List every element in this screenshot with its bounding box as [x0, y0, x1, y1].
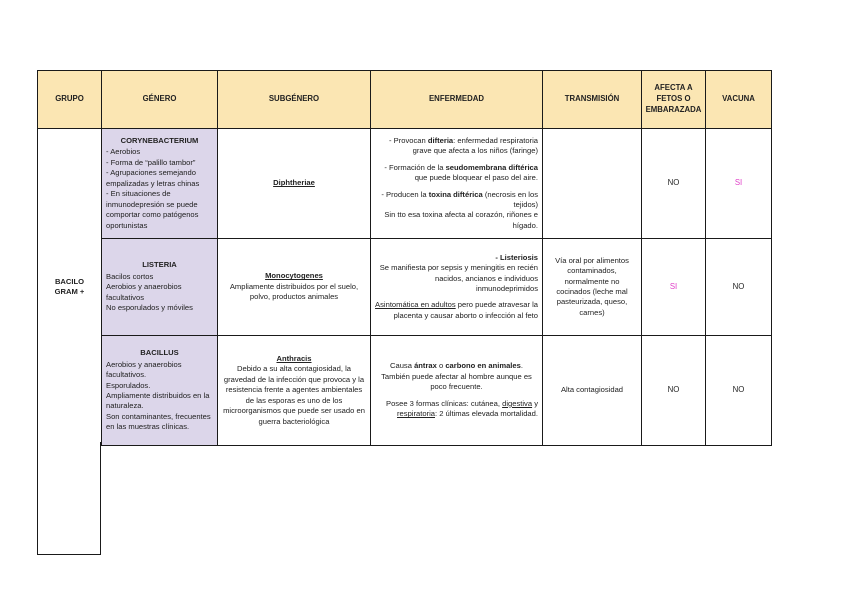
vacuna-cell: NO	[706, 336, 772, 446]
group-column-extension	[37, 442, 101, 555]
vacuna-cell: NO	[706, 239, 772, 336]
subgenero-title: Monocytogenes	[265, 271, 323, 281]
genero-line: Aerobios y anaerobios facultativos	[106, 282, 182, 302]
enfermedad-cell	[371, 336, 543, 446]
enf-paragraph	[375, 163, 538, 184]
header-grupo: GRUPO	[38, 71, 102, 129]
transmision-cell: Vía oral por alimentos contaminados, normalmente no cocinados (leche mal pasteurizada, queso, carnes)	[543, 239, 642, 336]
genero-line: Son contaminantes, frecuentes en las muestras clínicas.	[106, 411, 211, 432]
header-subgenero: SUBGÉNERO	[218, 71, 371, 129]
genero-line: Aerobios y anaerobios facultativos.	[106, 359, 182, 380]
header-transmision: TRANSMISIÓN	[543, 71, 642, 129]
enf-paragraph	[375, 136, 538, 157]
enf-paragraph: Sin tto esa toxina afecta al corazón, riñones e hígado.	[384, 210, 538, 230]
enf-text: - Provocan	[388, 135, 428, 145]
enf-bold: carbono en animales	[445, 361, 521, 371]
enf-bold: ántrax	[414, 361, 437, 371]
table-row	[38, 239, 772, 336]
group-cell	[38, 129, 102, 446]
group-label-line1: BACILO	[54, 276, 85, 286]
enf-text: y	[532, 398, 538, 408]
transmision-cell: Alta contagiosidad	[543, 336, 642, 446]
subgenero-cell	[218, 239, 371, 336]
enf-paragraph: Se manifiesta por sepsis y meningitis en recién nacidos, ancianos e individuos inmunodeprimidos	[379, 263, 538, 293]
genero-line: - Aerobios	[106, 147, 141, 157]
subgenero-title: Diphtheriae	[273, 178, 315, 188]
enf-text: pero puede atravesar la placenta y causar aborto o infección al feto	[393, 300, 538, 320]
enf-bold: difteria	[427, 135, 454, 145]
enf-bold: toxina diftérica	[428, 189, 483, 199]
genero-cell	[102, 129, 218, 239]
vacuna-cell: SI	[706, 129, 772, 239]
header-afecta: AFECTA A FETOS O EMBARAZADA	[642, 71, 706, 129]
enf-title: - Listeriosis	[495, 252, 538, 262]
enf-text: o	[436, 361, 446, 371]
transmision-cell	[543, 129, 642, 239]
header-enfermedad: ENFERMEDAD	[371, 71, 543, 129]
enf-underline: digestiva	[502, 398, 533, 408]
genero-cell	[102, 336, 218, 446]
enf-text: Causa	[390, 361, 415, 371]
subgenero-desc: Ampliamente distribuidos por el suelo, polvo, productos animales	[229, 281, 359, 302]
subgenero-title: Anthracis	[276, 354, 312, 363]
genero-title: BACILLUS	[140, 348, 179, 358]
genero-line: - Agrupaciones semejando empalizadas y letras chinas	[106, 168, 200, 188]
enf-text: : enfermedad respiratoria grave que afecta a los niños (faringe)	[412, 135, 538, 156]
table-row	[38, 129, 772, 239]
enf-text: - Formación de la	[384, 162, 446, 172]
header-genero: GÉNERO	[102, 71, 218, 129]
genero-line: - En situaciones de inmunodepresión se puede comportar como patógenos oportunistas	[106, 189, 199, 230]
enf-text: . También puede afectar al hombre aunque es poco frecuente.	[381, 361, 532, 392]
afecta-cell: NO	[642, 336, 706, 446]
genero-line: Esporulados.	[106, 380, 151, 390]
group-label-line2: GRAM +	[54, 287, 85, 297]
subgenero-cell	[218, 336, 371, 446]
afecta-cell: NO	[642, 129, 706, 239]
enf-bold: seudomembrana diftérica	[445, 162, 538, 172]
genero-line: Ampliamente distribuidos en la naturaleza.	[106, 391, 210, 411]
enf-text: que puede bloquear el paso del aire.	[414, 173, 538, 183]
enfermedad-cell	[371, 239, 543, 336]
enf-paragraph	[375, 361, 538, 392]
genero-title: CORYNEBACTERIUM	[120, 135, 199, 145]
enfermedad-cell	[371, 129, 543, 239]
enf-underline: Asintomática en adultos	[375, 300, 456, 310]
enf-text: Posee 3 formas clínicas: cutánea,	[386, 398, 503, 408]
header-vacuna: VACUNA	[706, 71, 772, 129]
enf-paragraph	[375, 300, 538, 321]
bacteria-table	[37, 70, 772, 446]
genero-cell	[102, 239, 218, 336]
afecta-cell: SI	[642, 239, 706, 336]
header-row	[38, 71, 772, 129]
genero-title: LISTERIA	[142, 260, 177, 270]
enf-text: : 2 últimas elevada mortalidad.	[435, 409, 538, 419]
enf-text: (necrosis en los tejidos)	[482, 189, 538, 209]
enf-paragraph	[375, 190, 538, 211]
enf-text: - Producen la	[381, 189, 429, 199]
genero-line: No esporulados y móviles	[106, 303, 193, 313]
enf-underline: respiratoria	[397, 409, 435, 419]
genero-line: - Forma de “palillo tambor”	[106, 157, 196, 167]
table-row	[38, 336, 772, 446]
subgenero-desc: Debido a su alta contagiosidad, la gravedad de la infección que provoca y la resistencia frente a agentes ambientales de las esporas es uno de los microorganismos que puede ser usado en guerra bacteriológica	[223, 364, 365, 426]
subgenero-cell	[218, 129, 371, 239]
enf-paragraph	[375, 399, 538, 420]
genero-line: Bacilos cortos	[106, 271, 154, 281]
